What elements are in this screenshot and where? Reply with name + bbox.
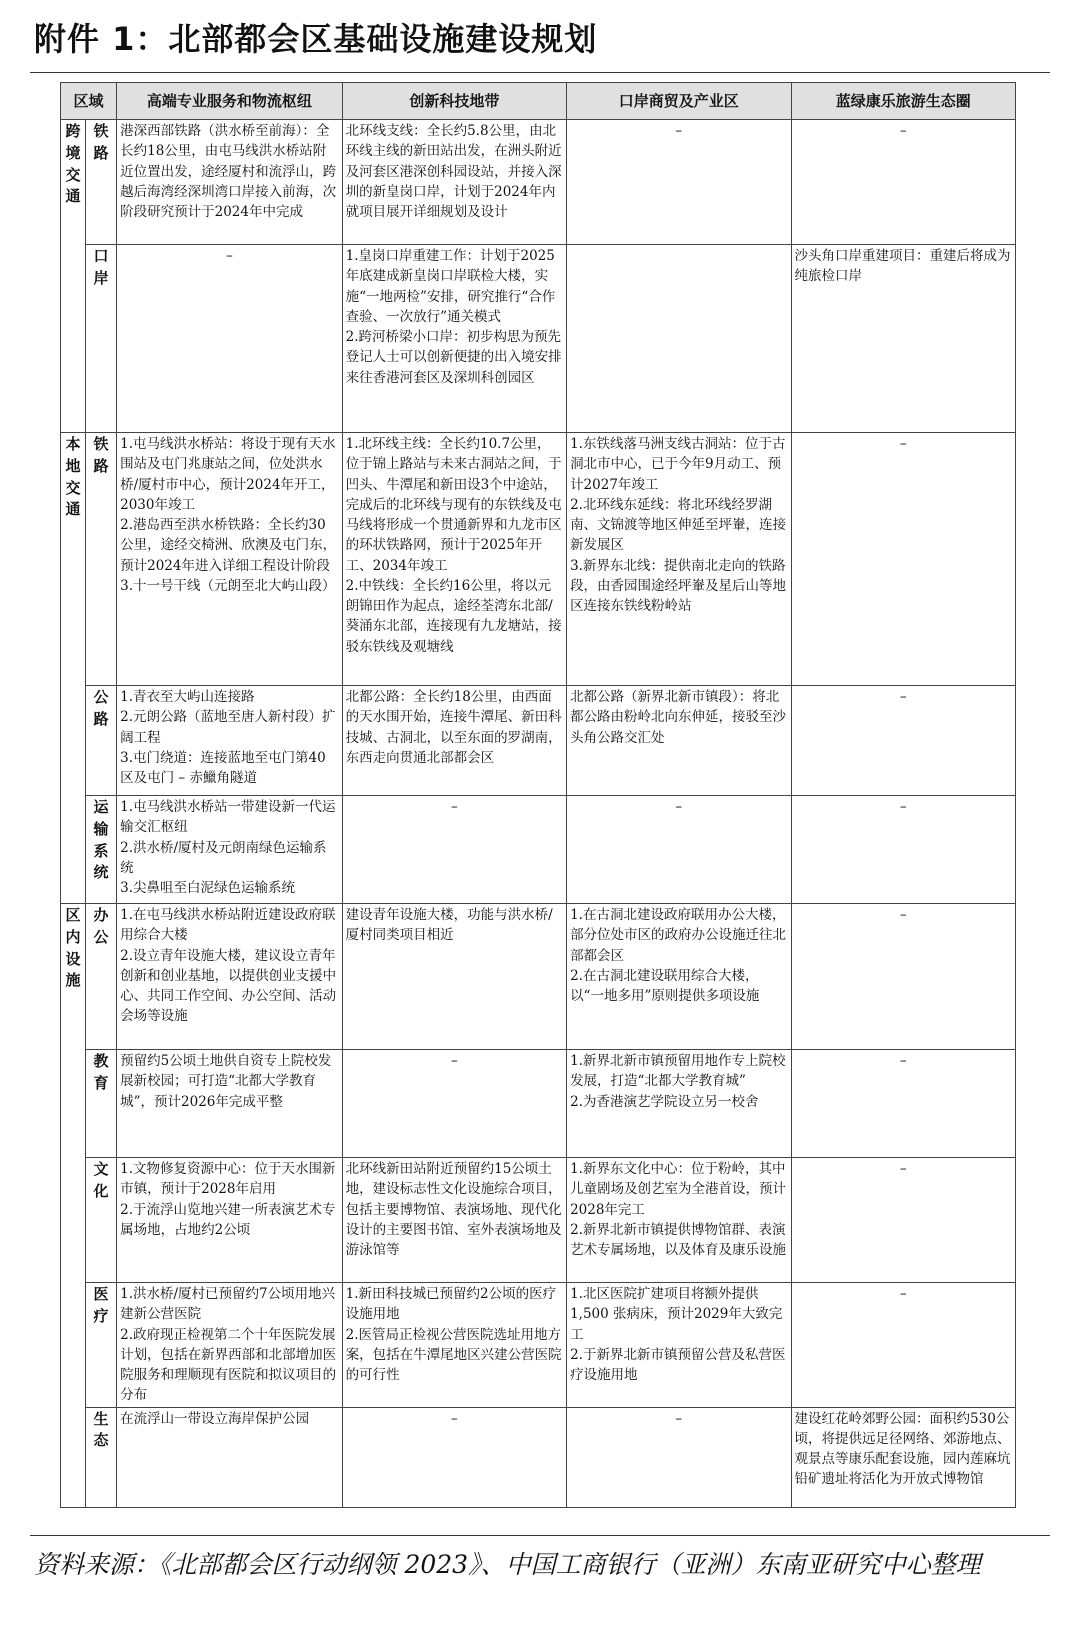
cell-text: 1.在古洞北建设政府联用办公大楼，部分位处市区的政府办公设施迁往北部都会区 <box>570 907 787 964</box>
table-cell <box>791 686 1015 796</box>
cell-text: 在流浮山一带设立海岸保护公园 <box>120 1410 310 1427</box>
table-cell <box>117 796 342 904</box>
sub-category-text: 铁路 <box>93 122 109 162</box>
table-row <box>61 1283 1016 1408</box>
table-header-row <box>61 83 1016 120</box>
footer-divider <box>30 1535 1050 1536</box>
sub-category-text: 生态 <box>93 1409 109 1450</box>
source-note: 资料来源：《北部都会区行动纲领 2023》、中国工商银行（亚洲）东南亚研究中心整理 <box>34 1550 981 1579</box>
cell-text: 2.元朗公路（蓝地至唐人新村段）扩阔工程 <box>120 709 336 746</box>
cell-text: 3.十一号干线（元朗至北大屿山段） <box>120 577 336 594</box>
area-group-text: 跨境交通 <box>65 122 81 206</box>
cell-text: 北都公路（新界北新市镇段）：将北都公路由粉岭北向东伸延，接驳至沙头角公路交汇处 <box>570 689 787 746</box>
cell-text: 2.为香港演艺学院设立另一校舍 <box>570 1093 759 1110</box>
table-cell <box>117 686 342 796</box>
cell-text: 1.北区医院扩建项目将额外提供1,500 张病床，预计2029年大致完工 <box>570 1286 783 1343</box>
table-cell <box>791 904 1015 1050</box>
sub-category-text: 教育 <box>93 1052 109 1092</box>
cell-text: 建设红花岭郊野公园：面积约530公顷，将提供远足径网络、郊游地点、观景点等康乐配套设施，园内莲麻坑铅矿遗址将活化为开放式博物馆 <box>794 1410 1011 1488</box>
cell-text: 3.新界东北线：提供南北走向的铁路段，由香园围途经坪輋及星后山等地区连接东铁线粉岭站 <box>570 557 787 614</box>
table-cell <box>567 433 791 686</box>
table-cell <box>342 1283 566 1408</box>
sub-category-text: 办公 <box>93 906 109 946</box>
table-cell <box>791 796 1015 904</box>
table-cell <box>117 433 342 686</box>
table-cell <box>117 904 342 1050</box>
cell-text: 1.皇岗口岸重建工作：计划于2025年底建成新皇岗口岸联检大楼，实施“一地两检”安排，研究推行“合作查验、一次放行”通关模式 <box>345 248 556 325</box>
table-cell <box>567 120 791 245</box>
document-title: 附件 1：北部都会区基础设施建设规划 <box>34 20 598 58</box>
table-cell <box>342 1050 566 1158</box>
cell-text: – <box>899 689 907 705</box>
cell-text: – <box>899 1286 907 1302</box>
sub-category-label <box>85 1050 116 1158</box>
area-group-label <box>61 120 86 433</box>
sub-category-label <box>85 686 116 796</box>
cell-text: 2.于流浮山览地兴建一所表演艺术专属场地，占地约2公顷 <box>120 1201 336 1238</box>
cell-text: 1.在屯马线洪水桥站附近建设政府联用综合大楼 <box>120 907 336 944</box>
cell-text: 2.中铁线：全长约16公里，将以元朗锦田作为起点，途经荃湾东北部/葵涌东北部，连接现有九龙塘站，接驳东铁线及观塘线 <box>345 577 562 655</box>
cell-text: – <box>450 799 458 815</box>
header-cell-area: 区域 <box>61 83 117 120</box>
table-row <box>61 120 1016 245</box>
sub-category-text: 公路 <box>93 688 109 728</box>
cell-text: 预留约5公顷土地供自资专上院校发展新校园；可打造“北都大学教育城”，预计2026年完成平整 <box>120 1053 332 1110</box>
cell-text: – <box>899 123 907 139</box>
cell-text: 建设青年设施大楼，功能与洪水桥/厦村同类项目相近 <box>345 907 553 944</box>
header-cell-innovation: 创新科技地带 <box>342 83 566 120</box>
table-cell <box>117 120 342 245</box>
cell-text: – <box>450 1410 458 1427</box>
cell-text: 2.政府现正检视第二个十年医院发展计划，包括在新界西部和北部增加医院服务和理顺现有医院和拟议项目的分布 <box>120 1326 337 1404</box>
cell-text: 1.新田科技城已预留约2公顷的医疗设施用地 <box>345 1286 557 1323</box>
sub-category-text: 医疗 <box>93 1285 109 1325</box>
cell-text: – <box>675 123 683 139</box>
table-cell <box>342 1407 566 1507</box>
area-group-text: 区内设施 <box>65 906 81 990</box>
sub-category-label <box>85 1283 116 1408</box>
cell-text: – <box>899 907 907 923</box>
table-cell <box>791 1283 1015 1408</box>
cell-text: 1.新界东文化中心：位于粉岭，其中儿童剧场及创艺室为全港首设，预计2028年完工 <box>570 1161 787 1218</box>
cell-text: 1.洪水桥/厦村已预留约7公顷用地兴建新公营医院 <box>120 1286 336 1323</box>
table-cell <box>342 686 566 796</box>
cell-text: 1.屯马线洪水桥站：将设于现有天水围站及屯门兆康站之间，位处洪水桥/厦村市中心，预计2024年开工，2030年竣工 <box>120 436 336 513</box>
table-cell <box>117 1158 342 1283</box>
cell-text: – <box>899 436 907 452</box>
area-group-label <box>61 904 86 1508</box>
table-cell <box>567 686 791 796</box>
table-cell <box>342 904 566 1050</box>
table-row <box>61 1050 1016 1158</box>
cell-text: 2.跨河桥梁小口岸：初步构思为预先登记人士可以创新便捷的出入境安排来往香港河套区及深圳科创园区 <box>345 329 562 386</box>
cell-text: – <box>675 799 683 815</box>
cell-text: – <box>225 248 233 264</box>
table-row <box>61 245 1016 433</box>
table-cell <box>567 1158 791 1283</box>
sub-category-label <box>85 120 116 245</box>
area-group-text: 本地交通 <box>65 435 81 519</box>
sub-category-text: 铁路 <box>93 435 109 475</box>
sub-category-text: 口岸 <box>93 247 109 287</box>
table-cell <box>567 245 791 433</box>
sub-category-label <box>85 1407 116 1507</box>
table-row <box>61 1407 1016 1507</box>
table-row <box>61 686 1016 796</box>
cell-text: 北都公路：全长约18公里，由西面的天水围开始，连接牛潭尾、新田科技城、古洞北，以至东面的罗湖南，东西走向贯通北部都会区 <box>345 689 562 766</box>
title-divider <box>30 72 1050 73</box>
table-cell <box>117 1283 342 1408</box>
table-cell <box>791 120 1015 245</box>
cell-text: – <box>899 799 907 815</box>
sub-category-label <box>85 796 116 904</box>
table-cell <box>342 796 566 904</box>
sub-category-text: 运输系统 <box>93 798 109 882</box>
header-cell-port-trade: 口岸商贸及产业区 <box>567 83 791 120</box>
table-cell <box>117 1407 342 1507</box>
cell-text: 2.新界北新市镇提供博物馆群、表演艺术专属场地，以及体育及康乐设施 <box>570 1221 787 1258</box>
table-cell <box>791 1158 1015 1283</box>
cell-text: 2.港岛西至洪水桥铁路：全长约30公里，途经交椅洲、欣澳及屯门东，预计2024年进入详细工程设计阶段 <box>120 517 337 574</box>
table-cell <box>791 433 1015 686</box>
sub-category-text: 文化 <box>93 1160 109 1200</box>
header-cell-hub: 高端专业服务和物流枢纽 <box>117 83 342 120</box>
sub-category-label <box>85 904 116 1050</box>
table-cell <box>791 245 1015 433</box>
cell-text: 3.尖鼻咀至白泥绿色运输系统 <box>120 880 296 896</box>
sub-category-label <box>85 433 116 686</box>
table-cell <box>567 1050 791 1158</box>
cell-text: 2.医管局正检视公营医院选址用地方案，包括在牛潭尾地区兴建公营医院的可行性 <box>345 1326 562 1383</box>
table-cell <box>117 245 342 433</box>
cell-text: 港深西部铁路（洪水桥至前海）：全长约18公里，由屯马线洪水桥站附近位置出发，途经厦村和流浮山，跨越后海湾经深圳湾口岸接入前海，次阶段研究预计于2024年中完成 <box>120 123 337 220</box>
cell-text: – <box>899 1161 907 1177</box>
cell-text: 1.新界北新市镇预留用地作专上院校发展，打造“北都大学教育城” <box>570 1053 786 1090</box>
header-cell-eco-tourism: 蓝绿康乐旅游生态圈 <box>791 83 1015 120</box>
cell-text: 2.在古洞北建设联用综合大楼，以“一地多用”原则提供多项设施 <box>570 967 760 1004</box>
table-cell <box>342 120 566 245</box>
table-cell <box>567 904 791 1050</box>
cell-text: – <box>675 1410 683 1427</box>
table-body <box>61 120 1016 1508</box>
table-cell <box>342 245 566 433</box>
table-cell <box>342 1158 566 1283</box>
sub-category-label <box>85 1158 116 1283</box>
table-cell <box>791 1407 1015 1507</box>
cell-text: 1.北环线主线：全长约10.7公里，位于锦上路站与未来古洞站之间，于凹头、牛潭尾和新田设3个中途站，完成后的北环线与现有的东铁线及屯马线将形成一个贯通新界和九龙市区的环状铁路网，预计于2025年开工、2034年竣工 <box>345 436 562 574</box>
cell-text: 3.屯门绕道：连接蓝地至屯门第40区及屯门 – 赤鱲角隧道 <box>120 749 326 786</box>
table-cell <box>567 796 791 904</box>
table-cell <box>791 1050 1015 1158</box>
table-row <box>61 904 1016 1050</box>
cell-text: 2.于新界北新市镇预留公营及私营医疗设施用地 <box>570 1346 786 1383</box>
cell-text: 1.文物修复资源中心：位于天水围新市镇，预计于2028年启用 <box>120 1161 336 1198</box>
cell-text: 1.东铁线落马洲支线古洞站：位于古洞北市中心，已于今年9月动工、预计2027年竣工 <box>570 436 786 493</box>
infrastructure-plan-table <box>60 82 1016 1508</box>
cell-text: 1.青衣至大屿山连接路 <box>120 689 255 705</box>
sub-category-label <box>85 245 116 433</box>
table-row <box>61 433 1016 686</box>
cell-text: – <box>899 1053 907 1069</box>
table-row <box>61 1158 1016 1283</box>
table-row <box>61 796 1016 904</box>
table-cell <box>117 1050 342 1158</box>
table-cell <box>567 1283 791 1408</box>
cell-text: 2.设立青年设施大楼，建议设立青年创新和创业基地，以提供创业支援中心、共同工作空间、办公空间、活动会场等设施 <box>120 947 337 1025</box>
cell-text: 1.屯马线洪水桥站一带建设新一代运输交汇枢纽 <box>120 799 336 836</box>
cell-text: 北环线支线：全长约5.8公里，由北环线主线的新田站出发，在洲头附近及河套区港深创科园设站，并接入深圳的新皇岗口岸，计划于2024年内就项目展开详细规划及设计 <box>345 123 562 220</box>
cell-text: 2.北环线东延线：将北环线经罗湖南、文锦渡等地区伸延至坪輋，连接新发展区 <box>570 496 787 554</box>
table-cell <box>567 1407 791 1507</box>
cell-text: 北环线新田站附近预留约15公顷土地，建设标志性文化设施综合项目，包括主要博物馆、表演场地、现代化设计的主要图书馆、室外表演场地及游泳馆等 <box>345 1161 562 1258</box>
cell-text: 沙头角口岸重建项目：重建后将成为纯旅检口岸 <box>794 248 1011 285</box>
area-group-label <box>61 433 86 904</box>
cell-text: – <box>450 1053 458 1069</box>
table-cell <box>342 433 566 686</box>
cell-text: 2.洪水桥/厦村及元朗南绿色运输系统 <box>120 839 327 876</box>
